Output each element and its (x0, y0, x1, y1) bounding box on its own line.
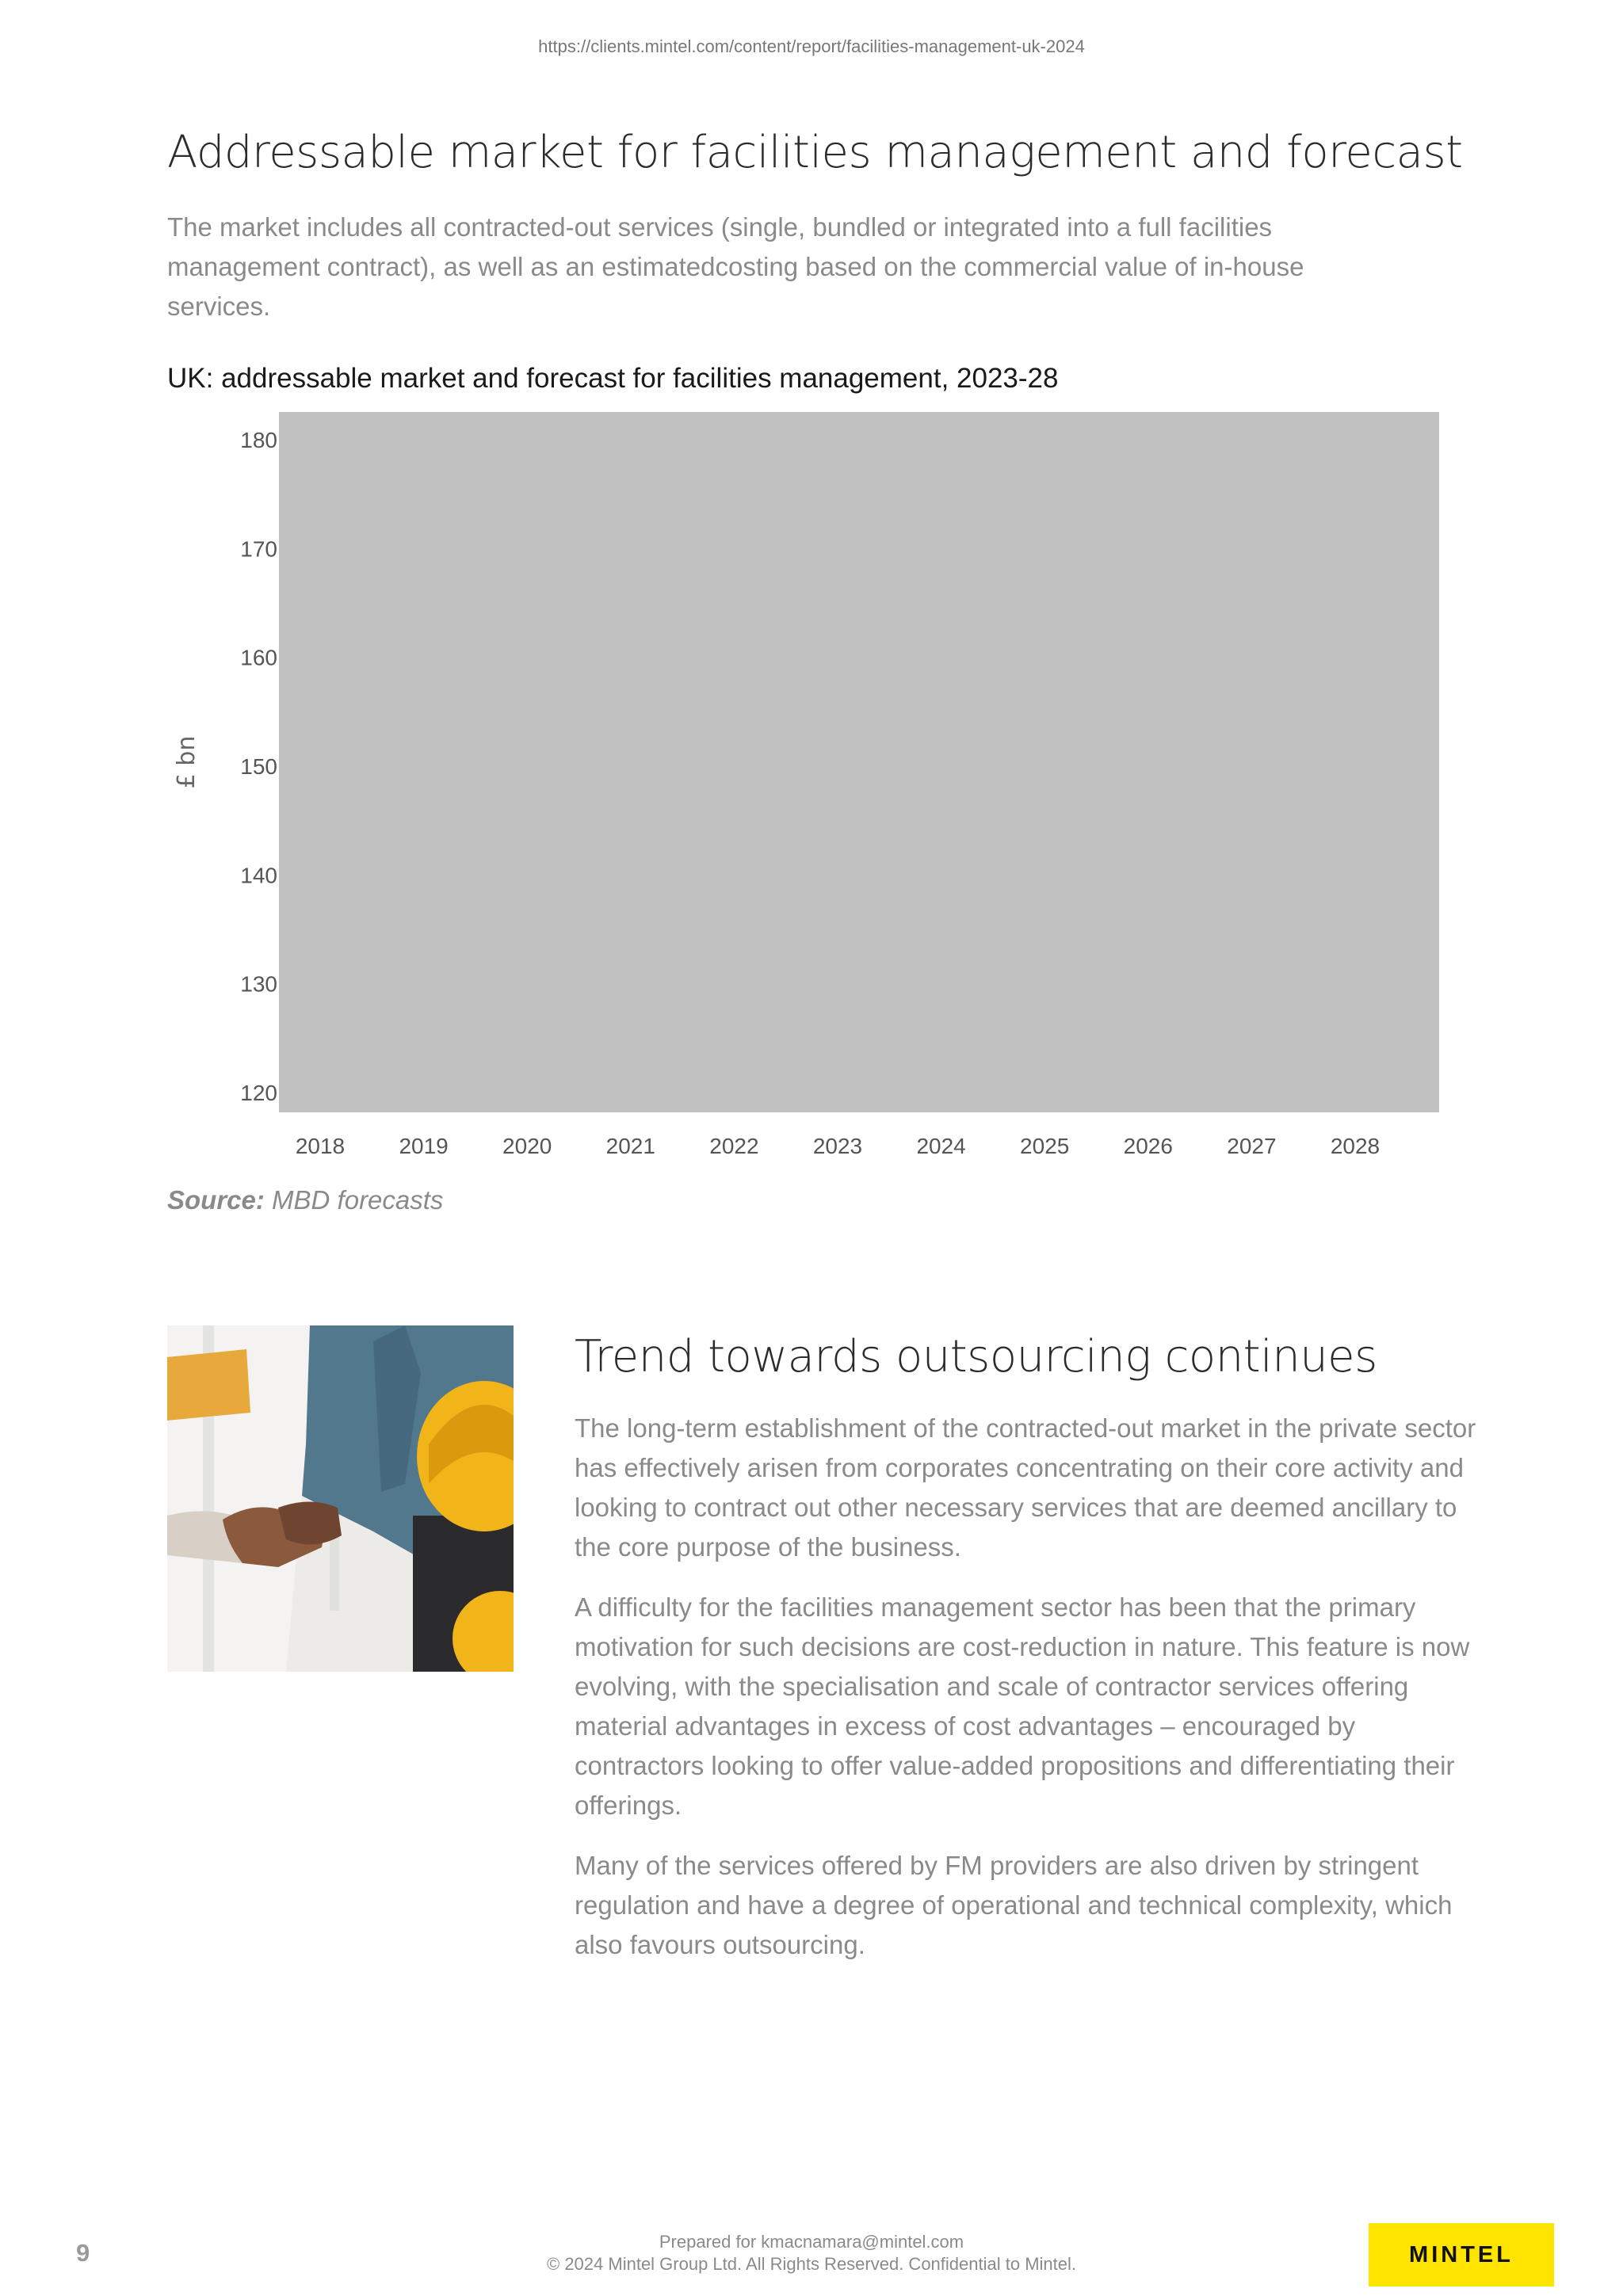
x-tick-label: 2023 (812, 1134, 863, 1158)
x-tick-label: 2021 (605, 1134, 655, 1158)
chart-title: UK: addressable market and forecast for facilities management, 2023-28 (167, 363, 1059, 394)
trend-heading: Trend towards outsourcing continues (575, 1331, 1377, 1383)
x-tick-label: 2026 (1123, 1134, 1173, 1158)
y-tick-label: 160 (240, 645, 277, 670)
plot-area (279, 412, 1439, 1112)
x-tick-label: 2024 (916, 1134, 966, 1158)
y-axis-label: £ bn (173, 735, 200, 789)
x-tick-label: 2025 (1020, 1134, 1070, 1158)
y-tick-label: 120 (240, 1081, 277, 1105)
x-tick-label: 2019 (399, 1134, 449, 1158)
x-tick-label: 2027 (1227, 1134, 1277, 1158)
source-label: Source: (167, 1185, 265, 1215)
trend-body (575, 1409, 1486, 1985)
page-number: 9 (76, 2239, 90, 2267)
prepared-for: Prepared for kmacnamara@mintel.com (659, 2232, 964, 2252)
y-tick-label: 150 (240, 754, 277, 779)
source-text: MBD forecasts (264, 1185, 444, 1215)
trend-paragraph-2: A difficulty for the facilities management sector has been that the primary motivation for such decisions are cost-reduction in nature. This feature is now evolving, with the specialisation and scale of contractor services offering material advantages in excess of cost advantages – encouraged by contractors looking to offer value-added propositions and differentiating their offerings. (575, 1592, 1470, 1820)
report-url: https://clients.mintel.com/content/report/facilities-management-uk-2024 (538, 36, 1085, 56)
y-tick-label: 180 (240, 428, 277, 452)
x-tick-label: 2018 (295, 1134, 346, 1158)
copyright: © 2024 Mintel Group Ltd. All Rights Reserved. Confidential to Mintel. (547, 2254, 1076, 2274)
chart-source (167, 1185, 443, 1215)
y-tick-label: 170 (240, 536, 277, 562)
trend-paragraph-1: The long-term establishment of the contracted-out market in the private sector has effectively arisen from corporates concentrating on their core activity and looking to contract out other necessary services that are deemed ancillary to the core purpose of the business. (575, 1413, 1476, 1562)
handshake-photo (167, 1325, 514, 1672)
x-tick-label: 2022 (709, 1134, 759, 1158)
section-intro: The market includes all contracted-out services (single, bundled or integrated into a full facilities management contract), as well as an estimatedcosting based on the commercial value of in-house services. (167, 212, 1304, 321)
x-tick-label: 2020 (502, 1134, 552, 1158)
y-tick-label: 130 (240, 971, 277, 997)
x-tick-label: 2028 (1330, 1134, 1381, 1158)
mintel-logo: MINTEL (1369, 2223, 1554, 2286)
market-forecast-chart (158, 404, 1458, 1173)
section-title: Addressable market for facilities management and forecast (167, 127, 1463, 178)
y-tick-label: 140 (240, 863, 277, 888)
trend-paragraph-3: Many of the services offered by FM providers are also driven by stringent regulation and have a degree of operational and technical complexity, which also favours outsourcing. (575, 1851, 1453, 1959)
